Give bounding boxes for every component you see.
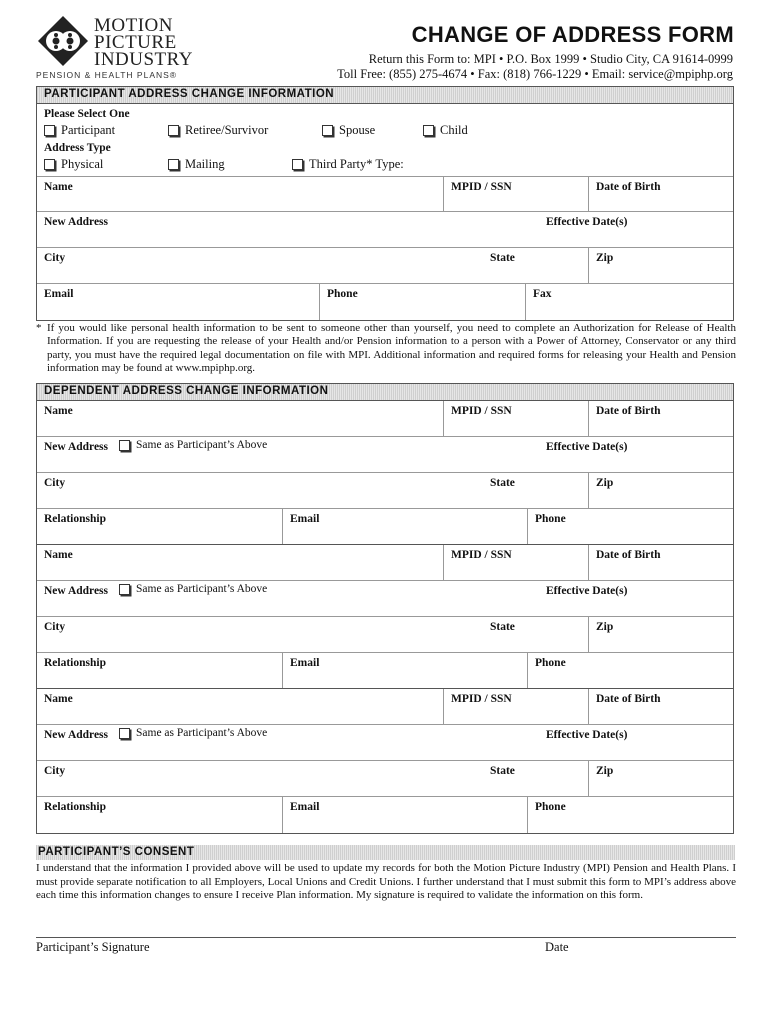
dependent-2-city-field[interactable]: City	[44, 621, 66, 633]
participant-fax-field[interactable]: Fax	[525, 284, 735, 320]
note-asterisk: *	[36, 322, 42, 334]
dependent-1-state-field[interactable]: State	[490, 477, 515, 489]
dependent-2-city-row	[37, 617, 733, 653]
logo-text-line1: MOTION	[94, 15, 173, 36]
dependent-2-email-field[interactable]: Email	[282, 653, 527, 688]
checkbox-icon[interactable]	[119, 440, 130, 451]
participant-state-field[interactable]: State	[490, 252, 515, 264]
dependent-3-effective-date-field[interactable]: Effective Date(s)	[546, 729, 628, 741]
dependent-3-name-row	[37, 689, 733, 725]
signature-line[interactable]	[36, 937, 736, 938]
same-as-participant-option[interactable]: Same as Participant’s Above	[119, 439, 267, 451]
dependent-2-phone-field[interactable]: Phone	[527, 653, 735, 688]
participant-zip-field[interactable]: Zip	[588, 248, 735, 283]
checkbox-icon[interactable]	[119, 728, 130, 739]
dependent-2-mpid-field[interactable]: MPID / SSN	[443, 545, 588, 580]
option-mailing[interactable]: Mailing	[168, 157, 225, 172]
dependent-2-new-address-field[interactable]	[37, 581, 539, 616]
checkbox-icon[interactable]	[168, 125, 179, 136]
dependent-2-relationship-row	[37, 653, 733, 689]
dependent-1-relationship-row	[37, 509, 733, 545]
dependent-1-mpid-field[interactable]: MPID / SSN	[443, 401, 588, 436]
dependent-3-mpid-field[interactable]: MPID / SSN	[443, 689, 588, 724]
dependent-1-zip-field[interactable]: Zip	[588, 473, 735, 508]
participant-email-field[interactable]: Email	[44, 288, 74, 300]
dependent-3-zip-field[interactable]: Zip	[588, 761, 735, 796]
dependent-2-name-field[interactable]: Name	[44, 549, 73, 561]
dependent-section	[36, 383, 734, 834]
dependent-3-city-field[interactable]: City	[44, 765, 66, 777]
new-address-label: New Address	[44, 585, 109, 597]
participant-type-block	[37, 104, 733, 176]
participant-contact-row	[37, 284, 733, 320]
option-physical[interactable]: Physical	[44, 157, 103, 172]
logo-text-line3: INDUSTRY	[94, 49, 194, 70]
dependent-1-dob-field[interactable]: Date of Birth	[588, 401, 735, 436]
checkbox-icon[interactable]	[292, 159, 303, 170]
dependent-3-relationship-row	[37, 797, 733, 833]
contact-info: Toll Free: (855) 275-4674 • Fax: (818) 766-1229 • Email: service@mpiphp.org	[337, 67, 733, 81]
address-type-label: Address Type	[44, 142, 111, 154]
form-title: CHANGE OF ADDRESS FORM	[411, 22, 734, 47]
dependent-2-state-field[interactable]: State	[490, 621, 515, 633]
same-as-participant-option[interactable]: Same as Participant’s Above	[119, 583, 267, 595]
dependent-3-new-address-field[interactable]	[37, 725, 539, 760]
dependent-2-address-row	[37, 581, 733, 617]
option-retiree-survivor[interactable]: Retiree/Survivor	[168, 123, 268, 138]
participant-section	[36, 86, 734, 321]
participant-new-address-field[interactable]: New Address	[44, 216, 109, 228]
dependent-3-state-field[interactable]: State	[490, 765, 515, 777]
participant-address-row	[37, 212, 733, 248]
option-spouse[interactable]: Spouse	[322, 123, 375, 138]
participant-mpid-field[interactable]: MPID / SSN	[443, 177, 588, 211]
dependent-section-heading: DEPENDENT ADDRESS CHANGE INFORMATION	[37, 384, 733, 401]
checkbox-icon[interactable]	[423, 125, 434, 136]
dependent-1-effective-date-field[interactable]: Effective Date(s)	[546, 441, 628, 453]
dependent-3-name-field[interactable]: Name	[44, 693, 73, 705]
dependent-2-relationship-field[interactable]: Relationship	[44, 657, 106, 669]
participant-city-field[interactable]: City	[44, 252, 66, 264]
checkbox-icon[interactable]	[44, 125, 55, 136]
option-third-party[interactable]: Third Party* Type:	[292, 157, 404, 172]
option-child[interactable]: Child	[423, 123, 468, 138]
participant-name-row	[37, 176, 733, 212]
dependent-3-city-row	[37, 761, 733, 797]
consent-heading: PARTICIPANT’S CONSENT	[36, 845, 735, 860]
participant-city-row	[37, 248, 733, 284]
film-reel-logo-icon	[36, 14, 90, 68]
new-address-label: New Address	[44, 441, 109, 453]
option-participant[interactable]: Participant	[44, 123, 115, 138]
dependent-1-phone-field[interactable]: Phone	[527, 509, 735, 544]
dependent-2-dob-field[interactable]: Date of Birth	[588, 545, 735, 580]
consent-text: I understand that the information I provided above will be used to update my records for both the Motion Picture Industry (MPI) Pension and Health Plans. I must provide separate notification to all Employers, Local Unions and Credit Unions. I further understand that I must submit this form to MPI’s address above each time this information changes to ensure I receive Plan information. My signature is required to validate the information on this form.	[36, 862, 736, 901]
dependent-2-zip-field[interactable]: Zip	[588, 617, 735, 652]
checkbox-icon[interactable]	[44, 159, 55, 170]
checkbox-icon[interactable]	[119, 584, 130, 595]
dependent-1-address-row	[37, 437, 733, 473]
logo-tagline: PENSION & HEALTH PLANS®	[36, 70, 178, 80]
participant-effective-date-field[interactable]: Effective Date(s)	[546, 216, 628, 228]
dependent-1-email-field[interactable]: Email	[282, 509, 527, 544]
signature-label: Participant’s Signature	[36, 940, 150, 954]
same-as-participant-option[interactable]: Same as Participant’s Above	[119, 727, 267, 739]
dependent-2-effective-date-field[interactable]: Effective Date(s)	[546, 585, 628, 597]
logo-text-line2: PICTURE	[94, 32, 177, 53]
participant-name-field[interactable]: Name	[44, 181, 73, 193]
new-address-label: New Address	[44, 729, 109, 741]
date-label: Date	[545, 940, 569, 954]
participant-phone-field[interactable]: Phone	[319, 284, 525, 320]
dependent-3-address-row	[37, 725, 733, 761]
dependent-3-email-field[interactable]: Email	[282, 797, 527, 833]
dependent-1-new-address-field[interactable]	[37, 437, 539, 472]
mpi-logo	[36, 14, 196, 82]
dependent-1-relationship-field[interactable]: Relationship	[44, 513, 106, 525]
dependent-1-city-field[interactable]: City	[44, 477, 66, 489]
dependent-3-relationship-field[interactable]: Relationship	[44, 801, 106, 813]
checkbox-icon[interactable]	[322, 125, 333, 136]
third-party-note	[36, 322, 736, 375]
checkbox-icon[interactable]	[168, 159, 179, 170]
dependent-3-phone-field[interactable]: Phone	[527, 797, 735, 833]
participant-dob-field[interactable]: Date of Birth	[588, 177, 735, 211]
dependent-1-city-row	[37, 473, 733, 509]
dependent-1-name-row	[37, 401, 733, 437]
return-address: Return this Form to: MPI • P.O. Box 1999 • Studio City, CA 91614-0999	[368, 52, 733, 66]
dependent-3-dob-field[interactable]: Date of Birth	[588, 689, 735, 724]
dependent-1-name-field[interactable]: Name	[44, 405, 73, 417]
participant-section-heading: PARTICIPANT ADDRESS CHANGE INFORMATION	[37, 87, 733, 104]
dependent-2-name-row	[37, 545, 733, 581]
note-text: If you would like personal health information to be sent to someone other than yourself, you need to complete an Authorization for Release of Health Information. If you are requesting the release of your Health and/or Pension information to a person with a Power of Attorney, Conservator or any third party, you must have the required legal documentation on file with MPI. Additional information and required forms for releasing your Health and Pension information may be found at www.mpiphp.org.	[47, 322, 736, 374]
select-one-label: Please Select One	[44, 108, 130, 120]
